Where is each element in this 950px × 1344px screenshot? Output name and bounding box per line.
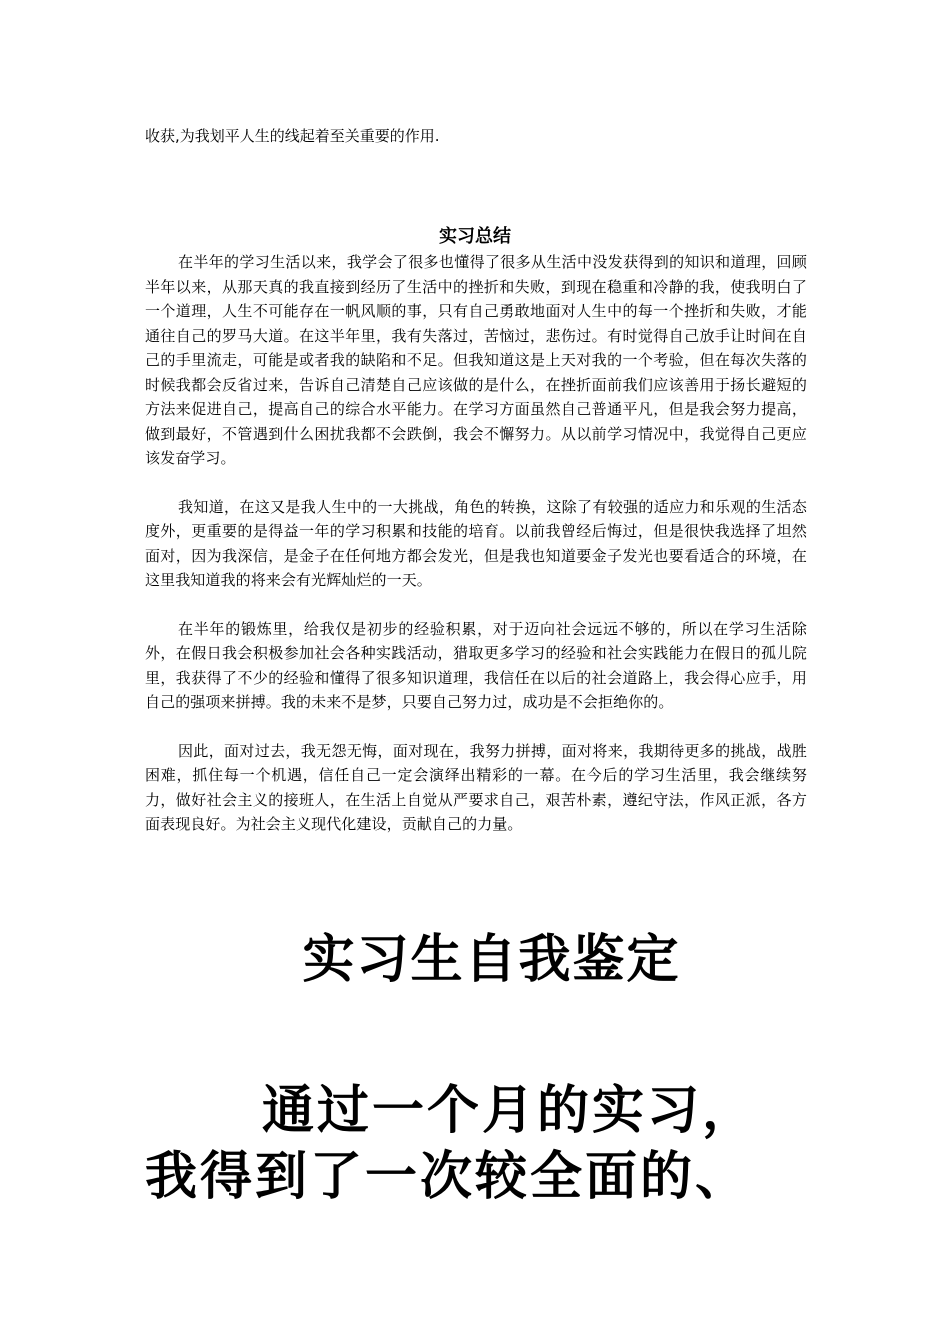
big-text: 通过一个月的实习，我得到了一次较全面的、 (145, 1081, 758, 1207)
paragraph-2: 我知道，在这又是我人生中的一大挑战，角色的转换，这除了有较强的适应力和乐观的生活态度外，更重要的是得益一年的学习积累和技能的培育。以前我曾经后悔过，但是很快我选择了坦然面对，因为我深信，是金子在任何地方都会发光，但是我也知道要金子发光也要看适合的环境，在这里我知道我的将来会有光辉灿烂的一天。 (145, 497, 807, 589)
paragraph-3: 在半年的锻炼里，给我仅是初步的经验积累，对于迈向社会远远不够的，所以在学习生活除外，在假日我会积极参加社会各种实践活动，猎取更多学习的经验和社会实践能力在假日的孤儿院里，我获得了不少的经验和懂得了很多知识道理，我信任在以后的社会道路上，我会得心应手，用自己的强项来拼搏。我的未来不是梦，只要自己努力过，成功是不会拒绝你的。 (145, 619, 807, 711)
paragraph-4: 因此，面对过去，我无怨无悔，面对现在，我努力拼搏，面对将来，我期待更多的挑战，战胜困难，抓住每一个机遇，信任自己一定会演绎出精彩的一幕。在今后的学习生活里，我会继续努力，做好社会主义的接班人，在生活上自觉从严要求自己，艰苦朴素，遵纪守法，作风正派，各方面表现良好。为社会主义现代化建设，贡献自己的力量。 (145, 741, 807, 833)
lead-line: 收获,为我划平人生的线起着至关重要的作用. (145, 127, 440, 145)
paragraph-1: 在半年的学习生活以来，我学会了很多也懂得了很多从生活中没发获得到的知识和道理，回顾半年以来，从那天真的我直接到经历了生活中的挫折和失败，到现在稳重和冷静的我，使我明白了一个道理，人生不可能存在一帆风顺的事，只有自己勇敢地面对人生中的每一个挫折和失败，才能通往自己的罗马大道。在这半年里，我有失落过，苦恼过，悲伤过。有时觉得自己放手让时间在自己的手里流走，可能是或者我的缺陷和不足。但我知道这是上天对我的一个考验，但在每次失落的时候我都会反省过来，告诉自己清楚自己应该做的是什么，在挫折面前我们应该善用于扬长避短的方法来促进自己，提高自己的综合水平能力。在学习方面虽然自己普通平凡，但是我会努力提高，做到最好，不管遇到什么困扰我都不会跌倒，我会不懈努力。从以前学习情况中，我觉得自己更应该发奋学习。 (145, 253, 807, 467)
body-text (145, 250, 807, 861)
section-title: 实习总结 (439, 226, 511, 247)
big-title: 实习生自我鉴定 (302, 930, 681, 990)
